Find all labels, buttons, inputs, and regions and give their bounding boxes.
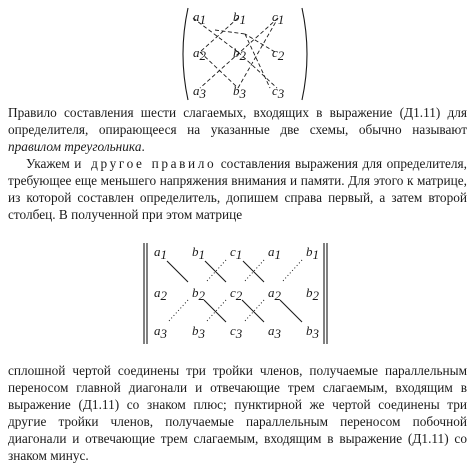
solid-line-4 (242, 300, 264, 322)
fig2-entry-a1-r1c4: a1 (268, 244, 281, 262)
fig1-entry-a3-r3c1: a3 (193, 83, 206, 101)
p2-text-end: составления выражения для определителя, требующее еще меньшего напряжения внимания и памяти. Для этого к матрице, из которой составлен определитель, допишем справа первый, а затем второй столбец. В полученной при этом матрице (8, 156, 467, 222)
left-paren (183, 8, 188, 100)
fig1-entry-b3-r3c2: b3 (233, 83, 246, 101)
fig1-entry-c3-r3c3: c3 (272, 83, 285, 101)
dotted-line-1 (168, 300, 188, 322)
fig2-entry-b2-r2c5: b2 (306, 285, 319, 303)
fig2-entry-c2-r2c3: c2 (230, 285, 243, 303)
triangle-rule-scheme (175, 4, 315, 104)
solid-line-5 (243, 261, 264, 282)
solid-line-2 (204, 300, 226, 322)
paragraph-triangle-rule (8, 104, 467, 155)
fig2-entry-b3-r3c5: b3 (306, 323, 319, 341)
extended-matrix-svg (138, 240, 338, 350)
paragraph-other-rule (8, 155, 467, 223)
fig2-entry-c3-r3c3: c3 (230, 323, 243, 341)
p2-spaced-text: и другое правило (74, 156, 217, 171)
fig2-entry-a1-r1c1: a1 (154, 244, 167, 262)
solid-line-6 (280, 300, 302, 322)
fig2-entry-c1-r1c3: c1 (230, 244, 243, 262)
p1-end: . (141, 139, 145, 154)
solid-line-1 (167, 261, 188, 282)
fig1-entry-a1-r1c1: a1 (193, 9, 206, 27)
fig2-entry-b1-r1c2: b1 (192, 244, 205, 262)
fig2-entry-a2-r2c4: a2 (268, 285, 281, 303)
right-paren (302, 8, 307, 100)
fig2-entry-a3-r3c4: a3 (268, 323, 281, 341)
paragraph-explanation (8, 362, 467, 464)
p1-text: Правило составления шести слагаемых, входящих в выражение (Д1.11) для определителя, опирающееся на указанные две схемы, обычно называют (8, 105, 467, 137)
fig2-entry-b2-r2c2: b2 (192, 285, 205, 303)
solid-line-3 (205, 261, 226, 282)
fig1-entry-a2-r2c1: a2 (193, 45, 206, 63)
dotted-line-6 (282, 260, 302, 282)
p1-emphasis: правилом треугольника (8, 139, 142, 154)
fig1-entry-b1-r1c2: b1 (233, 9, 246, 27)
fig1-entry-c2-r2c3: c2 (272, 45, 285, 63)
dash-line-9 (245, 34, 270, 88)
fig2-entry-a3-r3c1: a3 (154, 323, 167, 341)
triangle-rule-svg (175, 4, 315, 104)
p3-text: сплошной чертой соединены три тройки членов, получаемые параллельным переносом главной диагонали и отвечающие трем слагаемым, входящим в выражение (Д1.11) со знаком плюс; пунктирной же чертой соединены три другие тройки членов, получаемые параллельным переносом побочной диагонали и отвечающие трем слагаемым, входящим в выражение (Д1.11) со знаком минус. (8, 363, 467, 463)
fig1-entry-b2-r2c2: b2 (233, 45, 246, 63)
p2-text-start: Укажем (26, 156, 75, 171)
extended-matrix-scheme (138, 240, 338, 350)
fig2-entry-b1-r1c5: b1 (306, 244, 319, 262)
fig2-entry-b3-r3c2: b3 (192, 323, 205, 341)
dash-line-7 (215, 30, 245, 34)
fig1-entry-c1-r1c3: c1 (272, 9, 285, 27)
fig2-entry-a2-r2c1: a2 (154, 285, 167, 303)
